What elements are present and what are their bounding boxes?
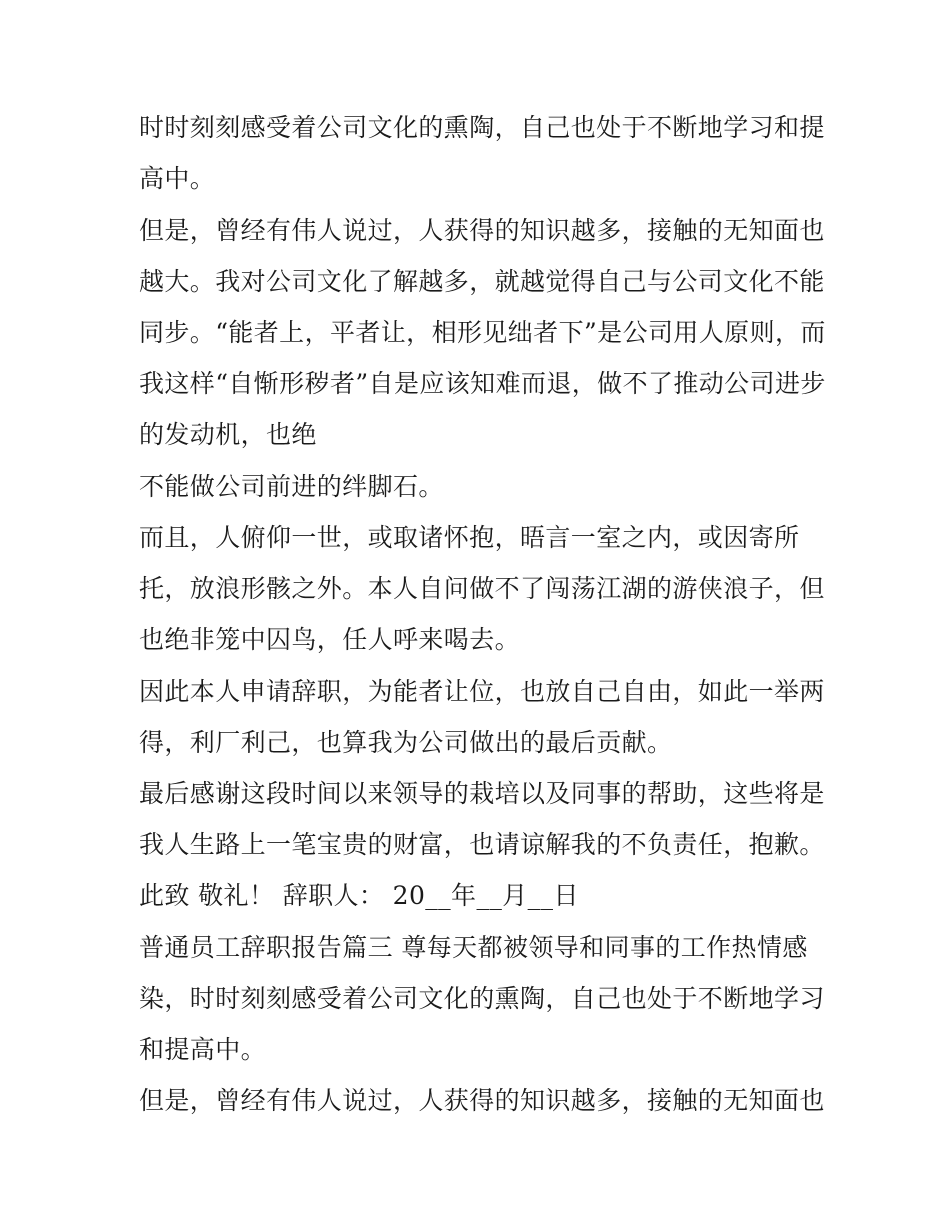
- text-line: 也绝非笼中囚鸟，任人呼来喝去。: [139, 625, 521, 654]
- text-line: 而且，人俯仰一世，或取诸怀抱，晤言一室之内，或因寄所: [139, 523, 800, 552]
- text-line: 最后感谢这段时间以来领导的栽培以及同事的帮助，这些将是: [139, 779, 825, 808]
- text-line: 越大。我对公司文化了解越多，就越觉得自己与公司文化不能: [139, 267, 825, 296]
- text-line: 不能做公司前进的绊脚石。: [139, 472, 444, 501]
- text-line: 但是，曾经有伟人说过，人获得的知识越多，接触的无知面也: [139, 216, 825, 245]
- text-line: 染，时时刻刻感受着公司文化的熏陶，自己也处于不断地学习: [139, 984, 825, 1013]
- text-line: 我这样“自惭形秽者”自是应该知难而退，做不了推动公司进步: [139, 369, 826, 398]
- section-heading-line: 普通员工辞职报告篇三 尊每天都被领导和同事的工作热情感: [139, 933, 808, 962]
- text-line: 托，放浪形骸之外。本人自问做不了闯荡江湖的游侠浪子，但: [139, 574, 825, 603]
- text-line: 同步。“能者上，平者让，相形见绌者下”是公司用人原则，而: [139, 318, 826, 347]
- text-line: 得，利厂利己，也算我为公司做出的最后贡献。: [139, 728, 673, 757]
- text-line: 的发动机，也绝: [139, 420, 317, 449]
- signature-line: 此致 敬礼！ 辞职人： 20__年__月__日: [139, 881, 579, 910]
- text-line: 因此本人申请辞职，为能者让位，也放自己自由，如此一举两: [139, 677, 825, 706]
- text-line: 但是，曾经有伟人说过，人获得的知识越多，接触的无知面也: [139, 1086, 825, 1115]
- text-line: 高中。: [139, 164, 216, 193]
- text-line: 时时刻刻感受着公司文化的熏陶，自己也处于不断地学习和提: [139, 113, 825, 142]
- text-line: 和提高中。: [139, 1035, 267, 1064]
- text-line: 我人生路上一笔宝贵的财富，也请谅解我的不负责任，抱歉。: [139, 830, 825, 859]
